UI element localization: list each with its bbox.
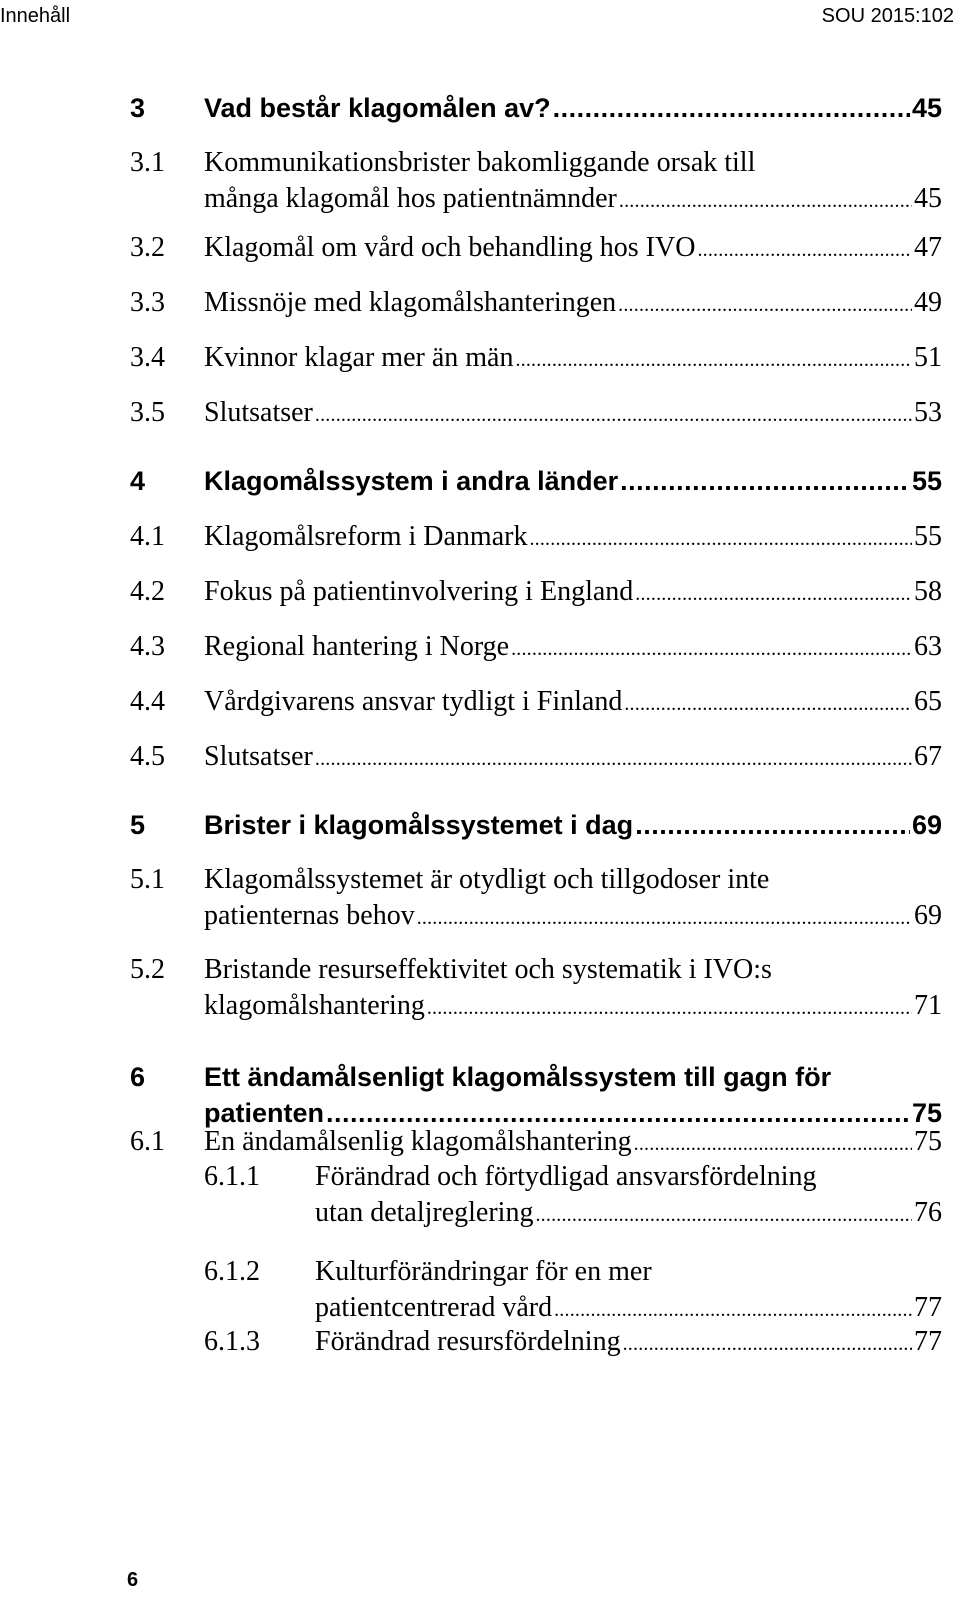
- toc-entry-page-number[interactable]: 65: [914, 686, 942, 717]
- toc-entry-title-line: Klagomål om vård och behandling hos IVO: [204, 232, 696, 263]
- toc-entry-title-line: Förändrad resursfördelning: [315, 1326, 621, 1357]
- toc-entry-subsection[interactable]: [130, 1324, 942, 1360]
- toc-entry-chapter[interactable]: [130, 463, 942, 499]
- toc-entry-page-number[interactable]: 69: [914, 900, 942, 931]
- toc-entry-number: 4.4: [130, 686, 165, 717]
- toc-entry-page-number[interactable]: 76: [914, 1197, 942, 1228]
- toc-entry-title: [204, 574, 942, 612]
- dot-leader: [553, 90, 910, 126]
- toc-entry-title-line: Kvinnor klagar mer än män: [204, 342, 514, 373]
- toc-entry-title: [204, 739, 942, 777]
- toc-entry-section[interactable]: [130, 1124, 942, 1160]
- toc-entry-title-line: Slutsatser: [204, 397, 313, 428]
- dot-leader: [554, 1290, 912, 1328]
- toc-entry-number: 3.3: [130, 287, 165, 318]
- toc-entry-number: 5: [130, 810, 146, 840]
- dot-leader: [427, 988, 912, 1026]
- toc-entry-title: [204, 145, 942, 219]
- toc-entry-section[interactable]: [130, 952, 942, 1024]
- dot-leader: [624, 684, 912, 722]
- toc-entry-title-line: Kommunikationsbrister bakomliggande orsak till: [204, 147, 756, 178]
- dot-leader: [417, 898, 912, 936]
- toc-entry-number: 4.5: [130, 741, 165, 772]
- toc-entry-title-line: Vårdgivarens ansvar tydligt i Finland: [204, 686, 623, 717]
- toc-entry-title: [204, 952, 942, 1026]
- dot-leader: [618, 285, 912, 323]
- toc-entry-number: 4.3: [130, 631, 165, 662]
- toc-entry-title: [204, 807, 942, 843]
- toc-entry-title: [204, 395, 942, 433]
- toc-entry-page-number[interactable]: 77: [914, 1292, 942, 1323]
- toc-entry-number: 4: [130, 466, 146, 496]
- toc-entry-subsection[interactable]: [130, 1159, 942, 1231]
- toc-entry-page-number[interactable]: 71: [914, 990, 942, 1021]
- dot-leader: [315, 739, 912, 777]
- toc-entry-page-number[interactable]: 53: [914, 397, 942, 428]
- dot-leader: [515, 340, 912, 378]
- toc-entry-number: 3: [130, 93, 146, 123]
- toc-entry-number: 4.2: [130, 576, 165, 607]
- toc-entry-number: 6.1.1: [204, 1161, 260, 1192]
- toc-entry-number: 3.1: [130, 147, 165, 178]
- toc-entry-title-line: Ett ändamålsenligt klagomålssystem till gagn för: [204, 1062, 832, 1092]
- toc-entry-title: [204, 629, 942, 667]
- toc-entry-title-line: många klagomål hos patientnämnder: [204, 183, 617, 214]
- toc-entry-title-line: Regional hantering i Norge: [204, 631, 510, 662]
- toc-entry-section[interactable]: [130, 862, 942, 934]
- toc-entry-title-line: Brister i klagomålssystemet i dag: [204, 810, 634, 840]
- toc-entry-page-number[interactable]: 51: [914, 342, 942, 373]
- toc-entry-title: [204, 1124, 942, 1162]
- toc-entry-page-number[interactable]: 77: [914, 1326, 942, 1357]
- toc-entry-title-line: En ändamålsenlig klagomålshantering: [204, 1126, 632, 1157]
- dot-leader: [635, 574, 912, 612]
- toc-entry-title: [204, 230, 942, 268]
- dot-leader: [635, 807, 910, 843]
- toc-entry-title-line: patienternas behov: [204, 900, 415, 931]
- toc-entry-section[interactable]: [130, 230, 942, 266]
- toc-entry-title: [204, 1059, 942, 1131]
- toc-entry-chapter[interactable]: [130, 90, 942, 126]
- toc-entry-section[interactable]: [130, 739, 942, 775]
- page-number: 6: [127, 1569, 139, 1591]
- dot-leader: [529, 519, 912, 557]
- toc-entry-title-line: Klagomålsreform i Danmark: [204, 521, 528, 552]
- dot-leader: [619, 181, 912, 219]
- toc-entry-number: 6.1: [130, 1126, 165, 1157]
- toc-entry-page-number[interactable]: 75: [911, 1098, 942, 1128]
- toc-entry-title: [204, 340, 942, 378]
- toc-entry-section[interactable]: [130, 340, 942, 376]
- toc-entry-title-line: Fokus på patientinvolvering i England: [204, 576, 634, 607]
- toc-entry-title: [204, 862, 942, 936]
- toc-entry-title-line: Förändrad och förtydligad ansvarsfördelning: [315, 1161, 817, 1192]
- toc-entry-title-line: Klagomålssystem i andra länder: [204, 466, 619, 496]
- toc-entry-page-number[interactable]: 45: [914, 183, 942, 214]
- toc-entry-page-number[interactable]: 55: [911, 466, 942, 496]
- toc-entry-title-line: klagomålshantering: [204, 990, 425, 1021]
- toc-entry-page-number[interactable]: 63: [914, 631, 942, 662]
- toc-entry-title-line: patienten: [204, 1098, 325, 1128]
- toc-entry-title-line: Klagomålssystemet är otydligt och tillgodoser inte: [204, 864, 770, 895]
- toc-entry-number: 3.2: [130, 232, 165, 263]
- dot-leader: [634, 1124, 912, 1162]
- toc-entry-title-line: Slutsatser: [204, 741, 313, 772]
- toc-entry-section[interactable]: [130, 285, 942, 321]
- toc-entry-title: [315, 1159, 942, 1233]
- toc-entry-page-number[interactable]: 58: [914, 576, 942, 607]
- toc-entry-page-number[interactable]: 49: [914, 287, 942, 318]
- toc-entry-title: [204, 519, 942, 557]
- dot-leader: [535, 1195, 912, 1233]
- toc-entry-section[interactable]: [130, 629, 942, 665]
- toc-entry-title-line: Kulturförändringar för en mer: [315, 1256, 652, 1287]
- dot-leader: [697, 230, 912, 268]
- toc-entry-number: 3.5: [130, 397, 165, 428]
- toc-entry-number: 5.1: [130, 864, 165, 895]
- toc-entry-title-line: utan detaljreglering: [315, 1197, 534, 1228]
- toc-entry-title-line: patientcentrerad vård: [315, 1292, 553, 1323]
- toc-entry-section[interactable]: [130, 684, 942, 720]
- toc-entry-page-number[interactable]: 55: [914, 521, 942, 552]
- dot-leader: [620, 463, 910, 499]
- toc-entry-section[interactable]: [130, 519, 942, 555]
- toc-entry-page-number[interactable]: 75: [914, 1126, 942, 1157]
- toc-entry-title-line: Bristande resurseffektivitet och systematik i IVO:s: [204, 954, 772, 985]
- toc-entry-chapter[interactable]: [130, 807, 942, 843]
- toc-entry-number: 4.1: [130, 521, 165, 552]
- toc-entry-title: [315, 1254, 942, 1328]
- toc-entry-title-line: Missnöje med klagomålshanteringen: [204, 287, 617, 318]
- toc-entry-number: 6: [130, 1062, 146, 1092]
- toc-entry-page-number[interactable]: 67: [914, 741, 942, 772]
- running-header-document-id: SOU 2015:102: [821, 5, 954, 27]
- toc-entry-subsection[interactable]: [130, 1254, 942, 1326]
- toc-entry-title: [204, 285, 942, 323]
- toc-entry-number: 6.1.3: [204, 1326, 260, 1357]
- toc-entry-section[interactable]: [130, 395, 942, 431]
- running-header-section: Innehåll: [0, 5, 71, 27]
- toc-entry-page-number[interactable]: 69: [911, 810, 942, 840]
- dot-leader: [315, 395, 912, 433]
- toc-entry-title-line: Vad består klagomålen av?: [204, 93, 551, 123]
- toc-entry-chapter[interactable]: [130, 1059, 942, 1131]
- toc-entry-page-number[interactable]: 47: [914, 232, 942, 263]
- dot-leader: [511, 629, 912, 667]
- toc-entry-number: 6.1.2: [204, 1256, 260, 1287]
- toc-entry-number: 3.4: [130, 342, 165, 373]
- toc-entry-section[interactable]: [130, 145, 942, 217]
- toc-entry-title: [204, 463, 942, 499]
- dot-leader: [623, 1324, 912, 1362]
- toc-entry-title: [315, 1324, 942, 1362]
- toc-entry-section[interactable]: [130, 574, 942, 610]
- toc-entry-title: [204, 684, 942, 722]
- toc-entry-number: 5.2: [130, 954, 165, 985]
- toc-entry-page-number[interactable]: 45: [911, 93, 942, 123]
- toc-entry-title: [204, 90, 942, 126]
